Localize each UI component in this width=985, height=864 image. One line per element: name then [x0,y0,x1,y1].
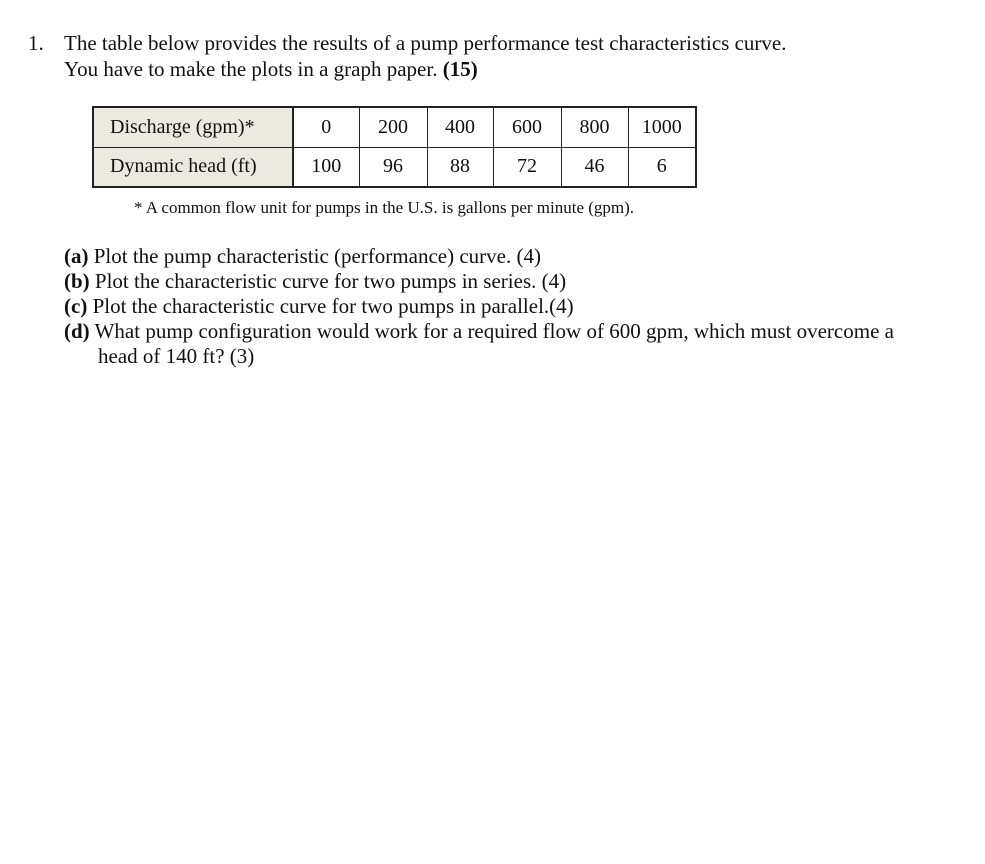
table-cell: 6 [628,147,696,187]
table-cell: 96 [359,147,427,187]
table-cell: 400 [427,107,493,147]
table-cell: 72 [493,147,561,187]
part-d-text: What pump configuration would work for a required flow of 600 gpm, which must overcome a head of 140 ft? (3) [89,319,894,368]
question-line-2-text: You have to make the plots in a graph paper. [64,57,438,81]
part-a-label: (a) [64,244,89,268]
table-cell: 800 [561,107,628,147]
part-a [64,244,894,269]
part-d [64,319,894,369]
part-d-label: (d) [64,319,90,343]
table-cell: 100 [293,147,359,187]
table-cell: 46 [561,147,628,187]
table-row-head [93,147,696,187]
row-header-discharge: Discharge (gpm)* [93,107,293,147]
part-b [64,269,894,294]
table-cell: 600 [493,107,561,147]
question-number: 1. [28,31,44,55]
pump-data-table [92,106,697,188]
table-cell: 1000 [628,107,696,147]
part-c-text: Plot the characteristic curve for two pumps in parallel.(4) [87,294,574,318]
question-line-1: The table below provides the results of a pump performance test characteristics curve. [64,31,787,55]
question-text [64,30,928,82]
table-footnote: * A common flow unit for pumps in the U.S. is gallons per minute (gpm). [134,198,635,217]
part-c [64,294,894,319]
table-cell: 88 [427,147,493,187]
table-cell: 200 [359,107,427,147]
part-a-text: Plot the pump characteristic (performance) curve. (4) [88,244,541,268]
question-line-2 [64,56,928,82]
row-header-dynamic-head: Dynamic head (ft) [93,147,293,187]
question-points: (15) [442,57,478,81]
part-b-text: Plot the characteristic curve for two pumps in series. (4) [89,269,567,293]
table-cell: 0 [293,107,359,147]
question-block [28,30,928,82]
question-parts [64,244,894,369]
table-row-discharge [93,107,696,147]
part-b-label: (b) [64,269,90,293]
part-c-label: (c) [64,294,88,318]
